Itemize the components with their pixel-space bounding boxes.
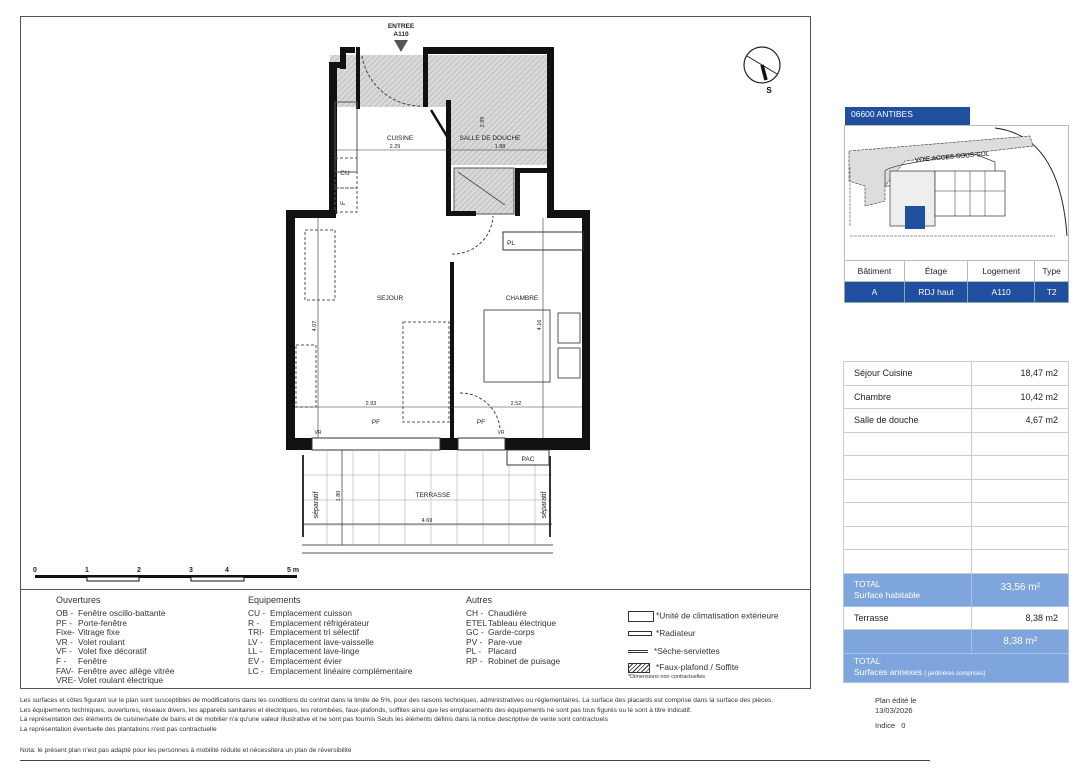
window-chambre [458,438,505,450]
indice: Indice 0 [875,721,906,730]
dim-cuisine: 2.29 [389,144,401,150]
legend-item [248,667,412,677]
areas-table [843,361,1069,683]
empty-cell [844,432,972,456]
area-label: Salle de douche [844,409,972,433]
site-map-drawing [845,126,1068,260]
empty-cell [972,550,1069,574]
pillow [558,348,580,378]
site-map [844,125,1069,260]
disclaimer-line: Les surfaces et côtes figurant sur le plan sont susceptibles de modifications dans les conditions du contrat dans la limite de 5%, pour des raisons techniques, administratives ou réglementaires. La surface des placards est comprise dans la surface des pièces. [20,697,774,704]
legend-code: VF - [56,646,72,657]
legend-label: Emplacement cuisson [270,608,352,618]
legend-equipements [248,595,412,676]
legend-code: R - [248,617,260,628]
empty-cell [844,550,972,574]
f-box [335,188,357,212]
cabinet [296,345,316,407]
total-note: ( jardinères comprises) [924,670,986,677]
empty-cell [972,456,1069,480]
legend-code: VRE- [56,675,77,686]
dim-douche: 1.88 [494,144,506,150]
dim-terrasse-width: 4.69 [421,518,433,524]
dim-sejour-depth: 4.07 [312,320,318,332]
area-label: Chambre [844,385,972,409]
info-header: Logement [968,261,1035,282]
legend-symbol-label: *Unité de climatisation extérieure [656,610,779,621]
empty-cell [844,456,972,480]
empty-row [844,456,1069,480]
divider [20,760,930,761]
room-label-chambre: CHAMBRE [505,295,539,302]
legend-code: VR - [56,636,73,647]
legend-label: Garde-corps [488,627,535,638]
legend-label: Placard [488,646,517,657]
total-annexes-value: 8,38 m² [972,630,1069,654]
legend-code: PL - [466,646,482,657]
empty-cell [972,432,1069,456]
label-separatif: séparatif [313,491,320,519]
clim-unit-icon [628,611,654,622]
radiator-icon [628,631,652,636]
area-label: Séjour Cuisine [844,362,972,386]
label-separatif: séparatif [541,491,548,519]
label-cu: CU [340,170,350,177]
towel-dryer-icon [628,650,648,653]
empty-row [844,526,1069,550]
pillow [558,313,580,343]
legend-note: *Dimensions non contractuelles [628,674,706,680]
scale-tick: 2 [137,567,141,574]
total-label: TOTAL [854,655,881,666]
faux-plafond-entrance [330,55,450,107]
legend-item [56,647,174,657]
legend-label: Pare-vue [488,636,522,647]
empty-cell [844,526,972,550]
label-vr: VR [497,430,505,436]
legend-label: Tableau électrique [488,617,556,628]
legend-code: GC - [466,627,484,638]
room-label-sejour: SEJOUR [376,295,404,302]
legend-title: Autres [466,595,493,605]
total-sublabel: Surface habitable [854,589,921,600]
legend-code: EV - [248,655,265,666]
legend-title: Equipements [248,595,301,605]
empty-cell [844,503,972,527]
bathroom-door [431,110,448,138]
compass-icon [744,47,780,83]
kitchen-counter [335,102,357,172]
legend-label: Robinet de puisage [488,655,561,666]
legend-label: Emplacement tri sélectif [270,627,359,638]
compass-label: S [766,86,772,95]
legend-label: Chaudière [488,608,527,618]
hatch-icon [628,663,650,673]
scale-tick: 5 m [286,567,300,574]
legend-label: Volet roulant [78,636,125,647]
info-value-batiment: A [845,282,905,303]
empty-row [844,503,1069,527]
label-pac: PAC [521,456,535,463]
scale-tick: 4 [225,567,229,574]
window-sejour [312,438,440,450]
empty-row [844,550,1069,574]
empty-cell [972,526,1069,550]
total-annexes-value-row [844,630,1069,654]
legend-label: Fenêtre [78,655,107,666]
legend-label: Emplacement linéaire complémentaire [270,665,413,676]
legend-label: Fenêtre avec allège vitrée [78,665,175,676]
legend-label: Emplacement lave-vaisselle [270,636,374,647]
room-label-douche: SALLE DE DOUCHE [459,135,521,142]
legend-label: Fenêtre oscillo-battante [78,608,166,618]
scale-bar [35,575,297,581]
legend-label: Vitrage fixe [78,627,120,638]
dim-sejour-width: 2.93 [365,401,377,407]
total-label: TOTAL [854,578,881,589]
info-header: Type [1035,261,1069,282]
legend-code: CU - [248,608,266,618]
info-header: Étage [904,261,967,282]
legend-code: OB - [56,608,74,618]
city-header: 06600 ANTIBES [845,107,970,125]
area-value: 4,67 m2 [972,409,1069,433]
area-row [844,362,1069,386]
entrance-label: ENTREE [387,23,415,30]
door-swing [452,216,493,254]
label-pf-sejour: PF [371,419,381,426]
total-habitable-row [844,573,1069,606]
disclaimer-line: La représentation éventuelle des plantations n'est pas contractuelle [20,725,217,733]
legend-symbol-label: *Faux-plafond / Soffite [656,662,739,673]
empty-cell [972,503,1069,527]
empty-cell [972,479,1069,503]
edition-info [875,696,916,731]
area-row [844,385,1069,409]
info-value-logement: A110 [968,282,1035,303]
empty-row [844,432,1069,456]
area-value: 18,47 m2 [972,362,1069,386]
label-vr: VR [314,430,322,436]
total-habitable-value: 33,56 m² [972,573,1069,606]
info-value-row [845,282,1069,303]
room-label-terrasse: TERRASSE [415,492,451,499]
dim-chambre-width: 2.52 [510,401,522,407]
legend-label: Porte-fenêtre [78,617,127,628]
legend-code: LV - [248,636,263,647]
legend-title: Ouvertures [56,595,101,605]
label-pf-chambre: PF [476,419,486,426]
legend-symbols [628,611,808,680]
disclaimer-line: La représentation des éléments de cuisine/salle de bains et de mobilier n'a qu'une valeur illustrative et ne sont pas fournis Seuls les éléments définis dans la notice descriptive de vente sont contractuels [20,716,608,724]
empty-row [844,479,1069,503]
legend-code: LC - [248,665,264,676]
room-label-cuisine: CUISINE [386,135,414,142]
legend-symbol-label: *Sèche-serviettes [654,646,720,656]
mobility-note: Nota: le présent plan n'est pas adapté pour les personnes à mobilité réduite et nécessitera un plan de réversibilité [20,747,352,755]
legend-label: Emplacement réfrigérateur [270,617,370,628]
edited-label: Plan édité le [875,696,917,705]
legend-code: Fixe- [56,627,75,638]
edited-date: 13/03/2026 [875,706,913,715]
scale-tick: 3 [189,567,193,574]
legend-code: PF - [56,617,72,628]
legend-label: Emplacement lave-linge [270,646,360,657]
legend-item [466,657,560,667]
legend-symbol-label: *Radiateur [656,628,696,638]
area-value: 8,38 m2 [972,606,1069,630]
dim-chambre-depth: 4.16 [537,319,543,331]
total-annexes-row [844,653,1069,682]
empty-cell [844,479,972,503]
legend-code: F - [56,655,67,666]
total-sublabel: Surfaces annexes [854,666,923,677]
legend-autres [466,595,560,667]
legend-code: PV - [466,636,483,647]
legend-code: RP - [466,655,483,666]
label-pl: PL [507,240,515,247]
site-map-label: VOIE ACCES SOUS-SOL [914,150,990,164]
dim-douche-depth: 2.99 [480,116,486,128]
legend-item [56,676,174,686]
label-f: F [340,201,347,205]
scale-tick: 0 [33,567,37,574]
legend-label: Volet fixe décoratif [78,646,147,657]
entrance-arrow-icon [394,40,408,52]
legend-code: FAV- [56,665,74,676]
legend-label: Emplacement évier [270,655,342,666]
area-row [844,409,1069,433]
area-row-terrasse [844,606,1069,630]
area-value: 10,42 m2 [972,385,1069,409]
entrance-unit: A110 [393,31,409,38]
legend-label: Volet roulant électrique [78,675,164,686]
disclaimer [20,696,773,756]
disclaimer-line: Les équipements techniques, ouvertures, réseaux divers, les appareils sanitaires et électriques, les retombées, faux-plafonds, soffites ainsi que les emplacements des équipements ne sont pas tous figurés ou le sont à titre indicatif. [20,706,692,714]
info-header-row [845,261,1069,282]
legend-code: TRI- [248,627,265,638]
info-value-etage: RDJ haut [904,282,967,303]
scale-tick: 1 [85,567,89,574]
legend-code: ETEL [466,617,487,628]
legend-ouvertures [56,595,174,686]
legend-code: CH - [466,608,484,618]
area-label: Terrasse [844,606,972,630]
table [305,230,335,300]
legend-code: LL - [248,646,263,657]
unit-info-table [844,260,1069,303]
info-header: Bâtiment [845,261,905,282]
info-value-type: T2 [1035,282,1069,303]
dim-terrasse-depth: 1.80 [336,490,342,502]
